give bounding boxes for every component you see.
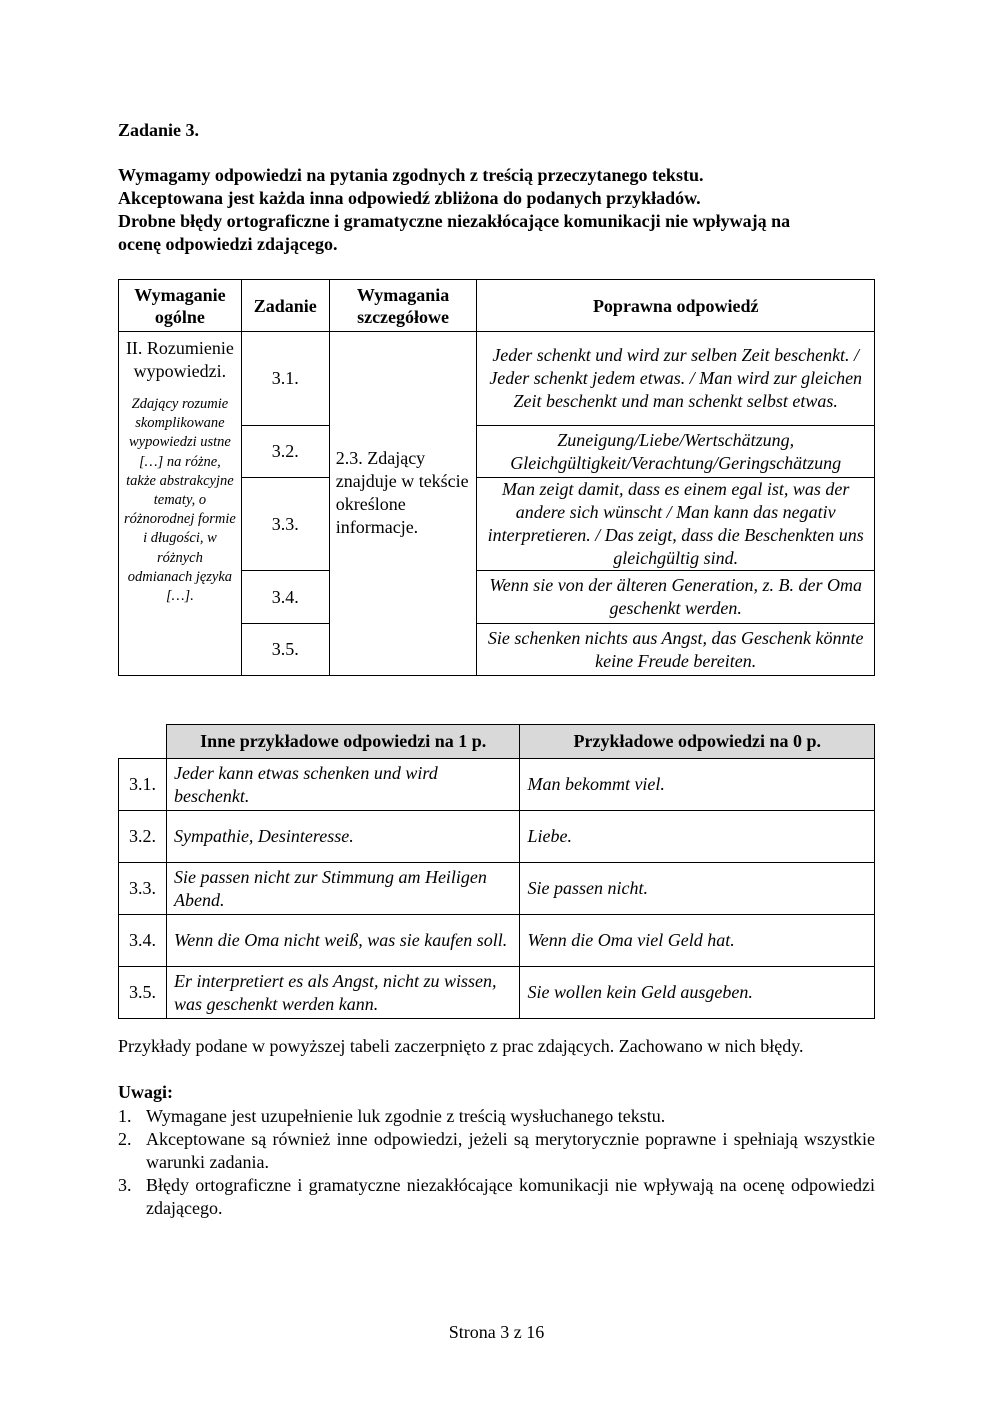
one-point-answer: Er interpretiert es als Angst, nicht zu wissen, was geschenkt werden kann. <box>166 967 520 1019</box>
correct-answer: Man zeigt damit, dass es einem egal ist, was der andere sich wünscht / Man kann das negativ interpretieren. / Das zeigt, dass die Beschenkten uns gleichgültig sind. <box>477 478 875 571</box>
table-row <box>119 332 875 426</box>
task-number: 3.4. <box>119 915 167 967</box>
general-requirement-title: II. Rozumienie wypowiedzi. <box>125 338 234 381</box>
table-row <box>119 759 875 811</box>
correct-answer: Jeder schenkt und wird zur selben Zeit beschenkt. / Jeder schenkt jedem etwas. / Man wird zur gleichen Zeit beschenkt und man schenkt selbst etwas. <box>477 332 875 426</box>
remark-number: 2. <box>118 1129 132 1149</box>
remarks-list <box>118 1105 875 1220</box>
intro-line: ocenę odpowiedzi zdającego. <box>118 234 338 254</box>
remark-number: 3. <box>118 1175 132 1195</box>
table-row <box>119 915 875 967</box>
table-row <box>119 967 875 1019</box>
detailed-requirement: 2.3. Zdający znajduje w tekście określone informacje. <box>329 332 477 676</box>
task-number: 3.1. <box>119 759 167 811</box>
remark-text: Akceptowane są również inne odpowiedzi, jeżeli są merytorycznie poprawne i spełniają wszystkie warunki zadania. <box>146 1129 875 1172</box>
correct-answer: Wenn sie von der älteren Generation, z. B. der Oma geschenkt werden. <box>477 571 875 624</box>
remark-item <box>118 1105 875 1128</box>
general-requirement-cell <box>119 332 242 676</box>
examples-note: Przykłady podane w powyższej tabeli zaczerpnięto z prac zdających. Zachowano w nich błędy. <box>118 1036 804 1056</box>
remarks-title: Uwagi: <box>118 1082 173 1102</box>
task-number: 3.1. <box>241 332 329 426</box>
task-number: 3.5. <box>119 967 167 1019</box>
header-zero-point: Przykładowe odpowiedzi na 0 p. <box>520 725 875 759</box>
blank-header-cell <box>119 725 167 759</box>
correct-answer: Sie schenken nichts aus Angst, das Geschenk könnte keine Freude bereiten. <box>477 624 875 676</box>
remark-number: 1. <box>118 1106 132 1126</box>
one-point-answer: Sympathie, Desinteresse. <box>166 811 520 863</box>
remark-item <box>118 1174 875 1220</box>
task-number: 3.5. <box>241 624 329 676</box>
intro-line: Wymagamy odpowiedzi na pytania zgodnych z treścią przeczytanego tekstu. <box>118 165 704 185</box>
one-point-answer: Sie passen nicht zur Stimmung am Heiligen Abend. <box>166 863 520 915</box>
table-row <box>119 811 875 863</box>
table-header-row <box>119 280 875 332</box>
task-number: 3.4. <box>241 571 329 624</box>
table-row <box>119 863 875 915</box>
example-answers-table <box>118 724 875 1019</box>
task-number: 3.3. <box>119 863 167 915</box>
header-one-point: Inne przykładowe odpowiedzi na 1 p. <box>166 725 520 759</box>
header-task: Zadanie <box>241 280 329 332</box>
page-number: Strona 3 z 16 <box>448 1322 545 1342</box>
header-answer: Poprawna odpowiedź <box>477 280 875 332</box>
zero-point-answer: Wenn die Oma viel Geld hat. <box>520 915 875 967</box>
zero-point-answer: Sie wollen kein Geld ausgeben. <box>520 967 875 1019</box>
task-number: 3.2. <box>119 811 167 863</box>
one-point-answer: Jeder kann etwas schenken und wird beschenkt. <box>166 759 520 811</box>
zero-point-answer: Man bekommt viel. <box>520 759 875 811</box>
task-heading: Zadanie 3. <box>118 120 200 140</box>
remark-item <box>118 1128 875 1174</box>
remark-text: Wymagane jest uzupełnienie luk zgodnie z treścią wysłuchanego tekstu. <box>146 1106 666 1126</box>
intro-line: Drobne błędy ortograficzne i gramatyczne niezakłócające komunikacji nie wpływają na <box>118 211 791 231</box>
header-general: Wymaganie ogólne <box>119 280 242 332</box>
requirements-table <box>118 279 875 676</box>
header-detailed: Wymagania szczegółowe <box>329 280 477 332</box>
one-point-answer: Wenn die Oma nicht weiß, was sie kaufen soll. <box>166 915 520 967</box>
intro-text <box>118 164 875 256</box>
general-requirement-description: Zdający rozumie skomplikowane wypowiedzi ustne […] na różne, także abstrakcyjne tematy, o różnorodnej formie i długości, w różnych odmianach języka […]. <box>124 396 236 605</box>
correct-answer: Zuneigung/Liebe/Wertschätzung, Gleichgültigkeit/Verachtung/Geringschätzung <box>477 426 875 478</box>
task-number: 3.2. <box>241 426 329 478</box>
zero-point-answer: Liebe. <box>520 811 875 863</box>
task-number: 3.3. <box>241 478 329 571</box>
intro-line: Akceptowana jest każda inna odpowiedź zbliżona do podanych przykładów. <box>118 188 701 208</box>
remark-text: Błędy ortograficzne i gramatyczne niezakłócające komunikacji nie wpływają na ocenę odpowiedzi zdającego. <box>146 1175 875 1218</box>
table-header-row <box>119 725 875 759</box>
zero-point-answer: Sie passen nicht. <box>520 863 875 915</box>
